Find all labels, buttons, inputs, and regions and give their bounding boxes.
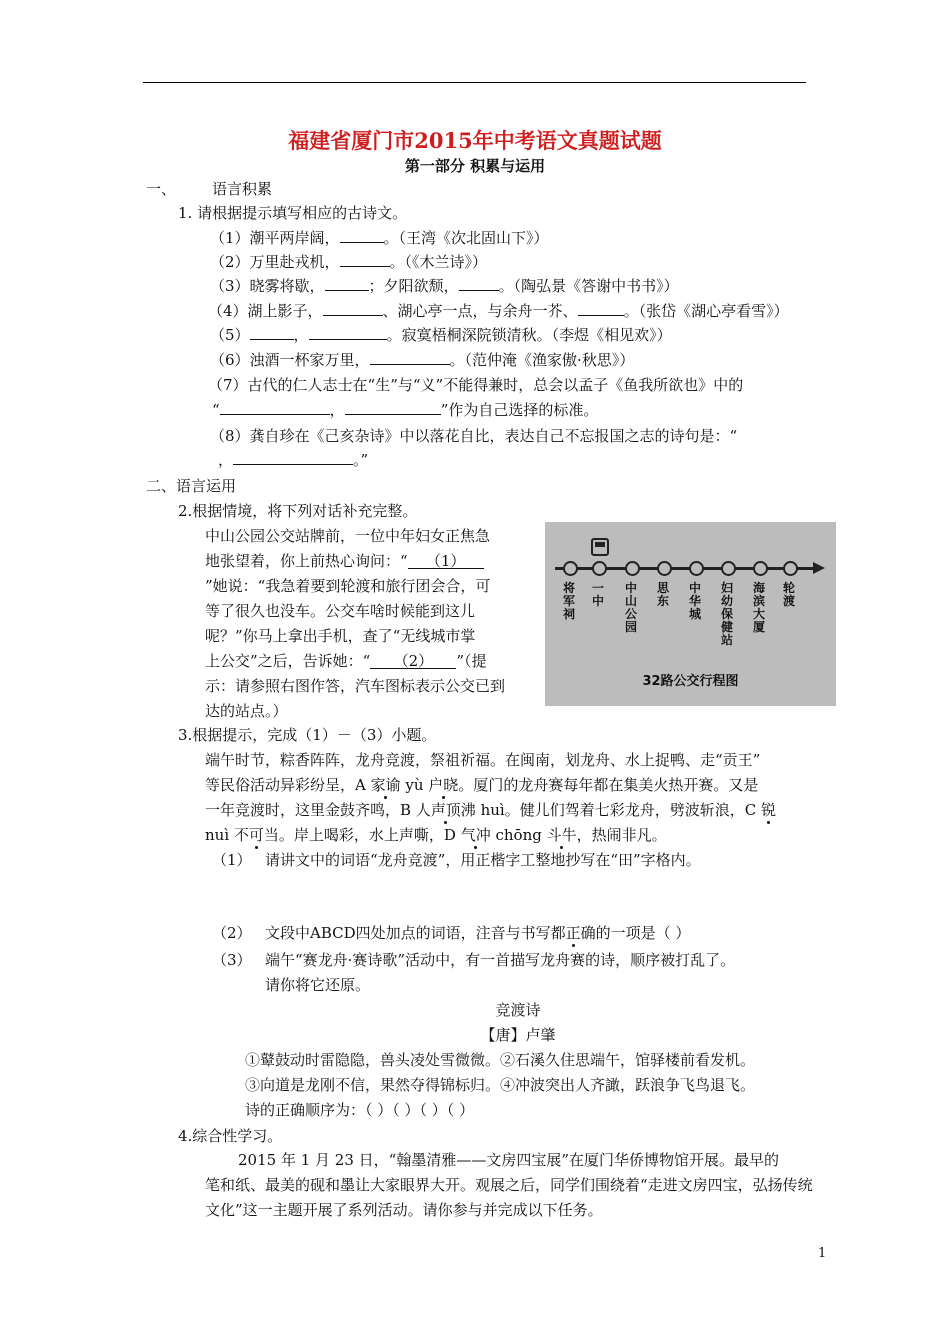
q3-sub1-number: （1） (212, 851, 252, 869)
page-title: 福建省厦门市2015年中考语文真题试题 (288, 128, 662, 153)
q1-item-2: （2）万里赴戎机， 。（《木兰诗》） (210, 253, 488, 271)
poem-line: ③向道是龙刚不信，果然夺得锦标归。④冲波突出人齐譀，跃浪争飞鸟退飞。 (245, 1076, 756, 1094)
q2-text-line: 上公交”之后，告诉她：“ （2） ”（提 (205, 652, 487, 670)
section1-heading: 语言积累 (212, 180, 273, 198)
station-label: 中华城 (688, 581, 701, 621)
stop-marker (689, 561, 704, 576)
station-label: 轮渡 (782, 581, 795, 608)
poem-line: ①鼙鼓动时雷隐隐，兽头凌处雪微微。②石溪久住思端午，馆驿楼前看发机。 (245, 1051, 756, 1069)
q3-sub3-text: 端午“赛龙舟·赛诗歌”活动中，有一首描写龙舟赛的诗，顺序被打乱了。 (265, 951, 736, 969)
station-label: 思东 (656, 581, 669, 608)
poem-author: 【唐】卢肇 (480, 1026, 556, 1044)
poem-order-prompt: 诗的正确顺序为：（ ）（ ）（ ）（ ） (245, 1101, 475, 1119)
answer-blank[interactable] (370, 350, 450, 365)
q3-sub1-text: 请讲文中的词语“龙舟竞渡”，用正楷字工整地抄写在“田”字格内。 (265, 851, 701, 869)
q3-passage-line: 端午时节，粽香阵阵，龙舟竞渡，祭祖祈福。在闽南，划龙舟、水上捉鸭、走“贡王” (205, 751, 761, 769)
answer-blank[interactable] (340, 228, 384, 243)
q2-text-line: 达的站点。） (205, 702, 288, 720)
q3-sub2-number: （2） (212, 924, 252, 942)
answer-blank[interactable] (233, 450, 353, 465)
q1-item-6: （6）浊酒一杯家万里， 。（范仲淹《渔家傲·秋思》） (210, 351, 635, 369)
q3-passage-line: nuì 不可当。岸上喝彩，水上声嘶，D 气冲 chōng 斗牛，热闹非凡。 (205, 826, 667, 844)
q4-passage-line: 2015 年 1 月 23 日，“翰墨清雅——文房四宝展”在厦门华侨博物馆开展。最早的 (238, 1151, 779, 1169)
q1-item-7-line1: （7）古代的仁人志士在“生”与“义”不能得兼时，总会以孟子《鱼我所欲也》中的 (208, 376, 744, 394)
answer-blank-1[interactable]: （1） (408, 551, 484, 569)
q2-text-line: 呢？”你马上拿出手机，查了“无线城市掌 (205, 627, 476, 645)
header-rule (143, 82, 806, 83)
stop-marker (721, 561, 736, 576)
q1-item-3: （3）晓雾将歇， ；夕阳欲颓， 。（陶弘景《答谢中书书》） (210, 277, 679, 295)
station-label: 一中 (591, 581, 604, 608)
q1-stem: 1. 请根据提示填写相应的古诗文。 (178, 204, 408, 222)
q2-text-line: 中山公园公交站牌前，一位中年妇女正焦急 (205, 527, 491, 545)
answer-blank[interactable] (309, 325, 387, 340)
answer-blank-2[interactable]: （2） (370, 651, 456, 669)
q4-stem: 4.综合性学习。 (178, 1127, 283, 1145)
answer-blank[interactable] (323, 301, 383, 316)
station-label: 海滨大厦 (752, 581, 765, 634)
q4-passage-line: 文化”这一主题开展了系列活动。请你参与并完成以下任务。 (205, 1201, 603, 1219)
q3-sub3-number: （3） (212, 951, 252, 969)
q2-stem: 2.根据情境，将下列对话补充完整。 (178, 502, 418, 520)
section1-number: 一、 (146, 180, 177, 198)
q1-item-1: （1）潮平两岸阔， 。（王湾《次北固山下》） (210, 229, 549, 247)
section2-heading: 二、语言运用 (146, 477, 237, 495)
answer-blank[interactable] (220, 400, 330, 415)
answer-blank[interactable] (578, 301, 624, 316)
q3-stem: 3.根据提示，完成（1）－（3）小题。 (178, 726, 437, 744)
q2-text-line: 等了很久也没车。公交车啥时候能到这儿 (205, 602, 476, 620)
q4-passage-line: 笔和纸、最美的砚和墨让大家眼界大开。观展之后，同学们围绕着“走进文房四宝，弘扬传统 (205, 1176, 813, 1194)
q1-item-4: （4）湖上影子， 、湖心亭一点，与余舟一芥、 。（张岱《湖心亭看雪》） (208, 302, 789, 320)
bus-route-figure (545, 522, 836, 706)
answer-blank[interactable] (340, 252, 390, 267)
answer-blank[interactable] (459, 276, 499, 291)
q3-passage-line: 一年竞渡时，这里金鼓齐鸣，B 人声顶沸 huì。健儿们驾着七彩龙舟，劈波斩浪，C 锐 (205, 801, 776, 819)
figure-caption: 32路公交行程图 (642, 674, 739, 689)
page-number: 1 (818, 1246, 827, 1261)
station-label: 妇幼保健站 (720, 581, 733, 647)
q3-passage-line: 等民俗活动异彩纷呈，A 家谕 yù 户晓。厦门的龙舟赛每年都在集美火热开赛。又是 (205, 776, 759, 794)
route-arrow-icon (813, 562, 825, 574)
poem-title: 竞渡诗 (495, 1001, 541, 1019)
bus-icon (591, 538, 609, 556)
station-label: 中山公园 (624, 581, 637, 634)
q2-text-line: 示：请参照右图作答，汽车图标表示公交已到 (205, 677, 506, 695)
q3-sub3-text-cont: 请你将它还原。 (265, 976, 371, 994)
q1-item-8-line2: ， 。” (218, 451, 369, 469)
q1-item-8-line1: （8）龚自珍在《己亥杂诗》中以落花自比，表达自己不忘报国之志的诗句是：“ (210, 427, 738, 445)
q2-text-line: 地张望着，你上前热心询问：“ （1） (205, 551, 484, 571)
stop-marker (592, 561, 607, 576)
answer-blank[interactable] (250, 325, 294, 340)
q3-sub2-text: 文段中ABCD四处加点的词语，注音与书写都正确的一项是（ ） (265, 924, 691, 942)
q1-item-7-line2: “ ， ”作为自己选择的标准。 (212, 401, 599, 419)
stop-marker (783, 561, 798, 576)
stop-marker (657, 561, 672, 576)
q1-item-5: （5） ， 。寂寞梧桐深院锁清秋。（李煜《相见欢》） (210, 326, 672, 344)
q2-text-line: ”她说：“我急着要到轮渡和旅行团会合，可 (205, 577, 491, 595)
station-label: 将军祠 (562, 581, 575, 621)
answer-blank[interactable] (325, 276, 369, 291)
stop-marker (563, 561, 578, 576)
stop-marker (753, 561, 768, 576)
stop-marker (625, 561, 640, 576)
answer-blank[interactable] (345, 400, 441, 415)
part-subtitle: 第一部分 积累与运用 (404, 157, 546, 175)
